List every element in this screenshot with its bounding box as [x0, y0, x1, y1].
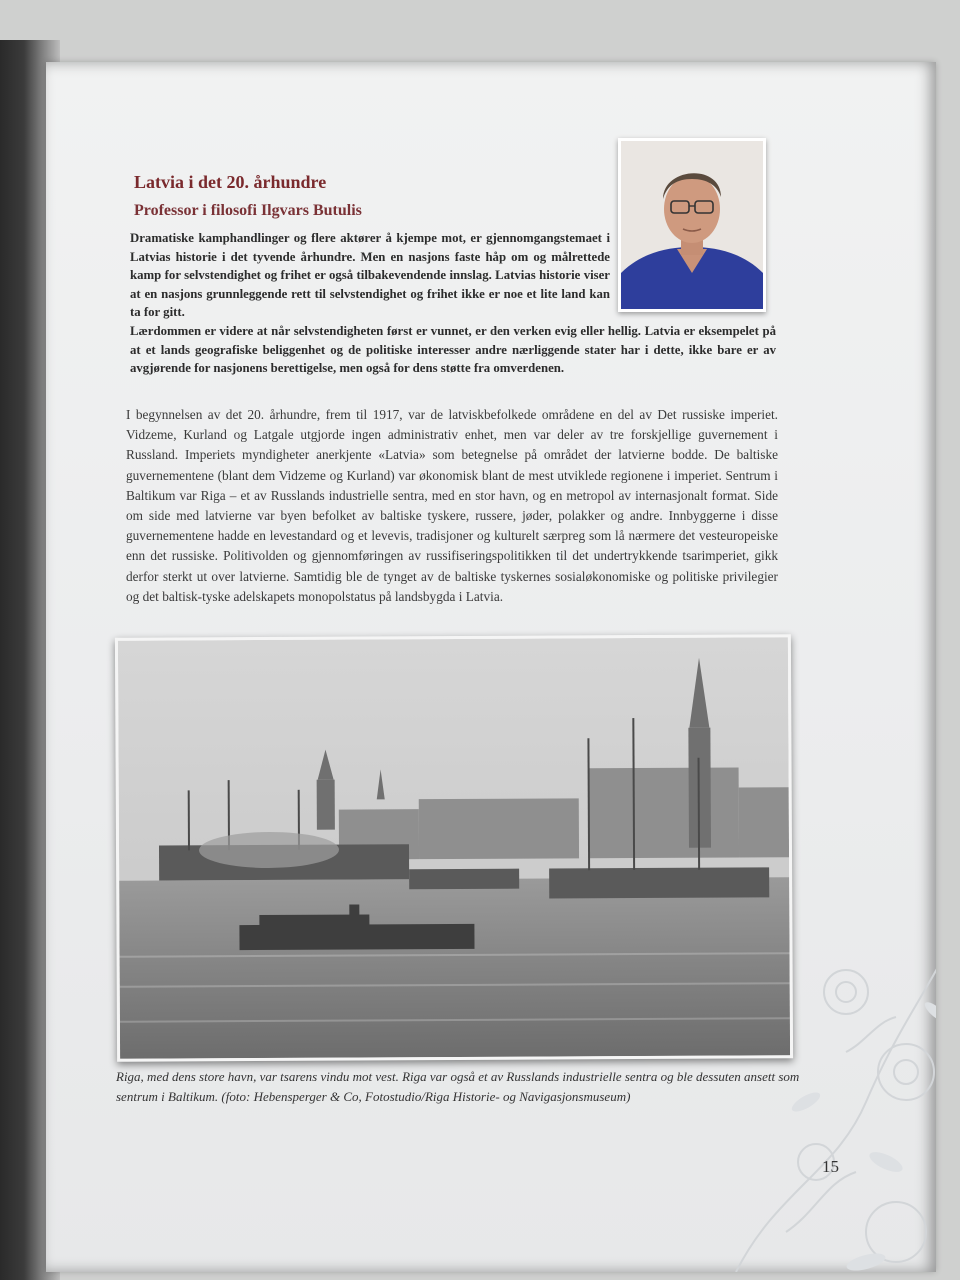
page-number: 15: [822, 1157, 839, 1176]
article-subtitle: Professor i filosofi Ilgvars Butulis: [134, 202, 362, 219]
body-paragraph: I begynnelsen av det 20. århundre, frem til 1917, var de latviskbefolkede områdene en del av Det russiske imperiet. Vidzeme, Kurland og Latgale utgjorde ingen administrativ enhet, men var deler av tre forskjellige guvernement i Russland. Imperiets myndigheter anerkjente «Latvia» som betegnelse på området der latvierne bodde. De baltiske guvernementene (blant dem Vidzeme og Kurland) var økonomisk blant de mest utviklede regionene i imperiet. Sentrum i Baltikum var Riga – et av Russlands industrielle sentra, med en stor havn, og en metropol av internasjonalt format. Side om side med latvierne var byen befolket av baltiske tyskere, russere, jøder, polakker og andre. Innbyggerne i disse guvernementene hadde en levestandard og et levevis, tradisjoner og kulturelt særpreg som lå nærmere det vesteuropeiske enn det russiske. Politivolden og gjennomføringen av russifiseringspolitikken til det undertrykkende tsarimperiet, gikk derfor sterkt ut over latvierne. Samtidig ble de tynget av de baltiske tyskernes sosialøkonomiske og politiske privilegier og det baltisk-tyske adelskapets monopolstatus på landsbygda i Latvia.: [126, 407, 778, 604]
photo-caption: Riga, med dens store havn, var tsarens vindu mot vest. Riga var også et av Russlands industrielle sentra og ble dessuten ansett som sentrum i Baltikum. (foto: Hebensperger & Co, Fotostudio/Riga Historie- og Navigasjonsmuseum): [116, 1069, 800, 1104]
harbor-photo: [118, 637, 790, 1059]
article-title: Latvia i det 20. århundre: [134, 172, 327, 192]
book-page: [46, 62, 936, 1272]
lead-text-narrow: Dramatiske kamphandlinger og flere aktører å kjempe mot, er gjennomgangstemaet i Latvias historie i det tyvende århundre. Men en nasjons faste håp om og målrettede kamp for selvstendighet og frihet er også tilbakevendende innslag. Latvias historie viser at en nasjons grunnleggende rett til selvstendighet og frihet ikke er noe et lite land kan ta for gitt.: [130, 231, 610, 320]
riga-harbor-photo: [115, 634, 793, 1062]
lead-text-wide: Lærdommen er videre at når selvstendigheten først er vunnet, er den verken evig eller hellig. Latvia er eksempelet på at et lands geografiske beliggenhet og de politiske interesser andre nærliggende stater har i dette, ikke bare er av avgjørende for nasjonens berettigelse, men også for dens støtte fra omverdenen.: [130, 323, 776, 376]
lead-paragraph: [130, 229, 776, 378]
